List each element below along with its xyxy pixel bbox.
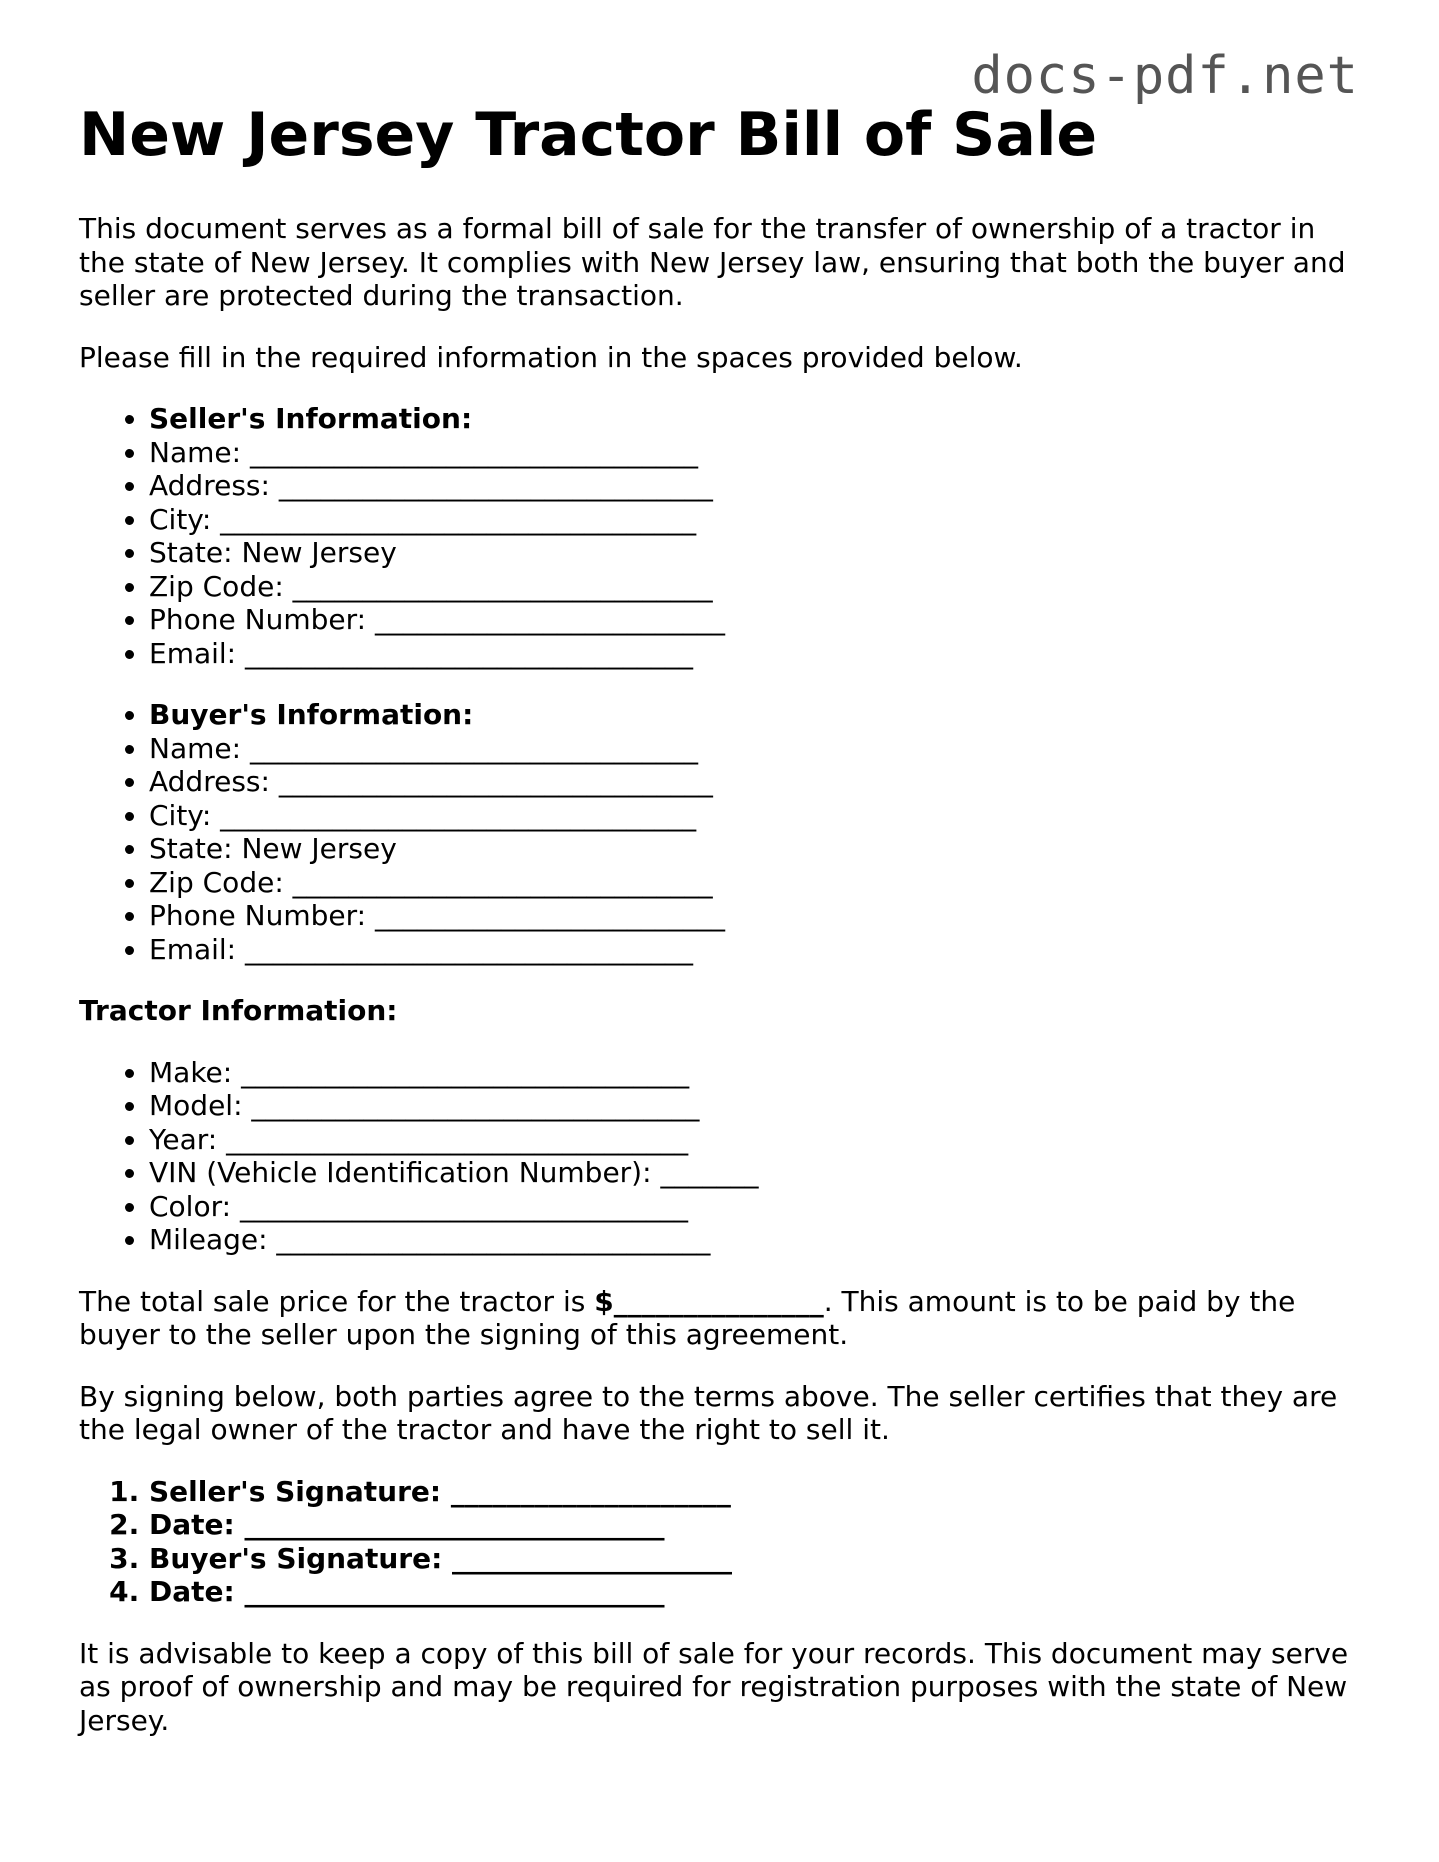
tractor-model-field: • Model: ________________________________ — [149, 1089, 1379, 1123]
buyer-city-field: • City: __________________________________ — [149, 799, 1379, 833]
buyer-signature-line: 3. Buyer's Signature: ____________________ — [149, 1542, 1379, 1576]
seller-city-field: • City: __________________________________ — [149, 503, 1379, 537]
agreement-paragraph: By signing below, both parties agree to the terms above. The seller certifies that they are the legal owner of the tractor and have the right to sell it. — [79, 1379, 1338, 1446]
price-text-after: . This amount is to be paid by the buyer to the seller upon the signing of this agreement. — [79, 1284, 1296, 1351]
instruction-paragraph: Please fill in the required information in the spaces provided below. — [79, 340, 1023, 374]
seller-address-field: • Address: _______________________________ — [149, 469, 1379, 503]
buyer-date-line: 4. Date: ______________________________ — [149, 1575, 1379, 1609]
document-title: New Jersey Tractor Bill of Sale — [79, 100, 1098, 170]
tractor-make-field: • Make: ________________________________ — [149, 1056, 1379, 1090]
closing-paragraph: It is advisable to keep a copy of this bill of sale for your records. This document may serve as proof of ownership and may be required for registration purposes with the state of New Jersey. — [79, 1636, 1349, 1737]
buyer-state-field: • State: New Jersey — [149, 832, 1379, 866]
seller-info-heading: • Seller's Information: — [149, 402, 1379, 436]
signature-list — [79, 1475, 1379, 1609]
seller-phone-field: • Phone Number: _________________________ — [149, 603, 1379, 637]
price-paragraph — [79, 1285, 1379, 1352]
buyer-info-heading: • Buyer's Information: — [149, 698, 1379, 732]
price-amount-field: $_______________ — [594, 1284, 824, 1318]
tractor-color-field: • Color: ________________________________ — [149, 1190, 1379, 1224]
seller-state-field: • State: New Jersey — [149, 536, 1379, 570]
tractor-info-heading: Tractor Information: — [79, 994, 398, 1027]
seller-email-field: • Email: ________________________________ — [149, 637, 1379, 671]
tractor-info-list — [79, 1056, 1379, 1257]
buyer-zip-field: • Zip Code: ______________________________ — [149, 866, 1379, 900]
buyer-email-field: • Email: ________________________________ — [149, 933, 1379, 967]
intro-paragraph: This document serves as a formal bill of sale for the transfer of ownership of a tractor in the state of New Jersey. It complies with New Jersey law, ensuring that both the buyer and seller are protected during the transaction. — [79, 212, 1346, 312]
seller-info-list — [79, 402, 1379, 670]
seller-name-field: • Name: ________________________________ — [149, 436, 1379, 470]
document-page — [79, 96, 1379, 1765]
buyer-name-field: • Name: ________________________________ — [149, 732, 1379, 766]
price-text-before: The total sale price for the tractor is — [79, 1284, 595, 1318]
seller-date-line: 2. Date: ______________________________ — [149, 1508, 1379, 1542]
seller-zip-field: • Zip Code: ______________________________ — [149, 570, 1379, 604]
watermark: docs-pdf.net — [971, 46, 1359, 106]
buyer-info-list — [79, 698, 1379, 966]
tractor-year-field: • Year: _________________________________ — [149, 1123, 1379, 1157]
tractor-vin-field: • VIN (Vehicle Identification Number): _______ — [149, 1156, 1379, 1190]
seller-signature-line: 1. Seller's Signature: ____________________ — [149, 1475, 1379, 1509]
buyer-address-field: • Address: _______________________________ — [149, 765, 1379, 799]
tractor-mileage-field: • Mileage: _______________________________ — [149, 1223, 1379, 1257]
buyer-phone-field: • Phone Number: _________________________ — [149, 899, 1379, 933]
